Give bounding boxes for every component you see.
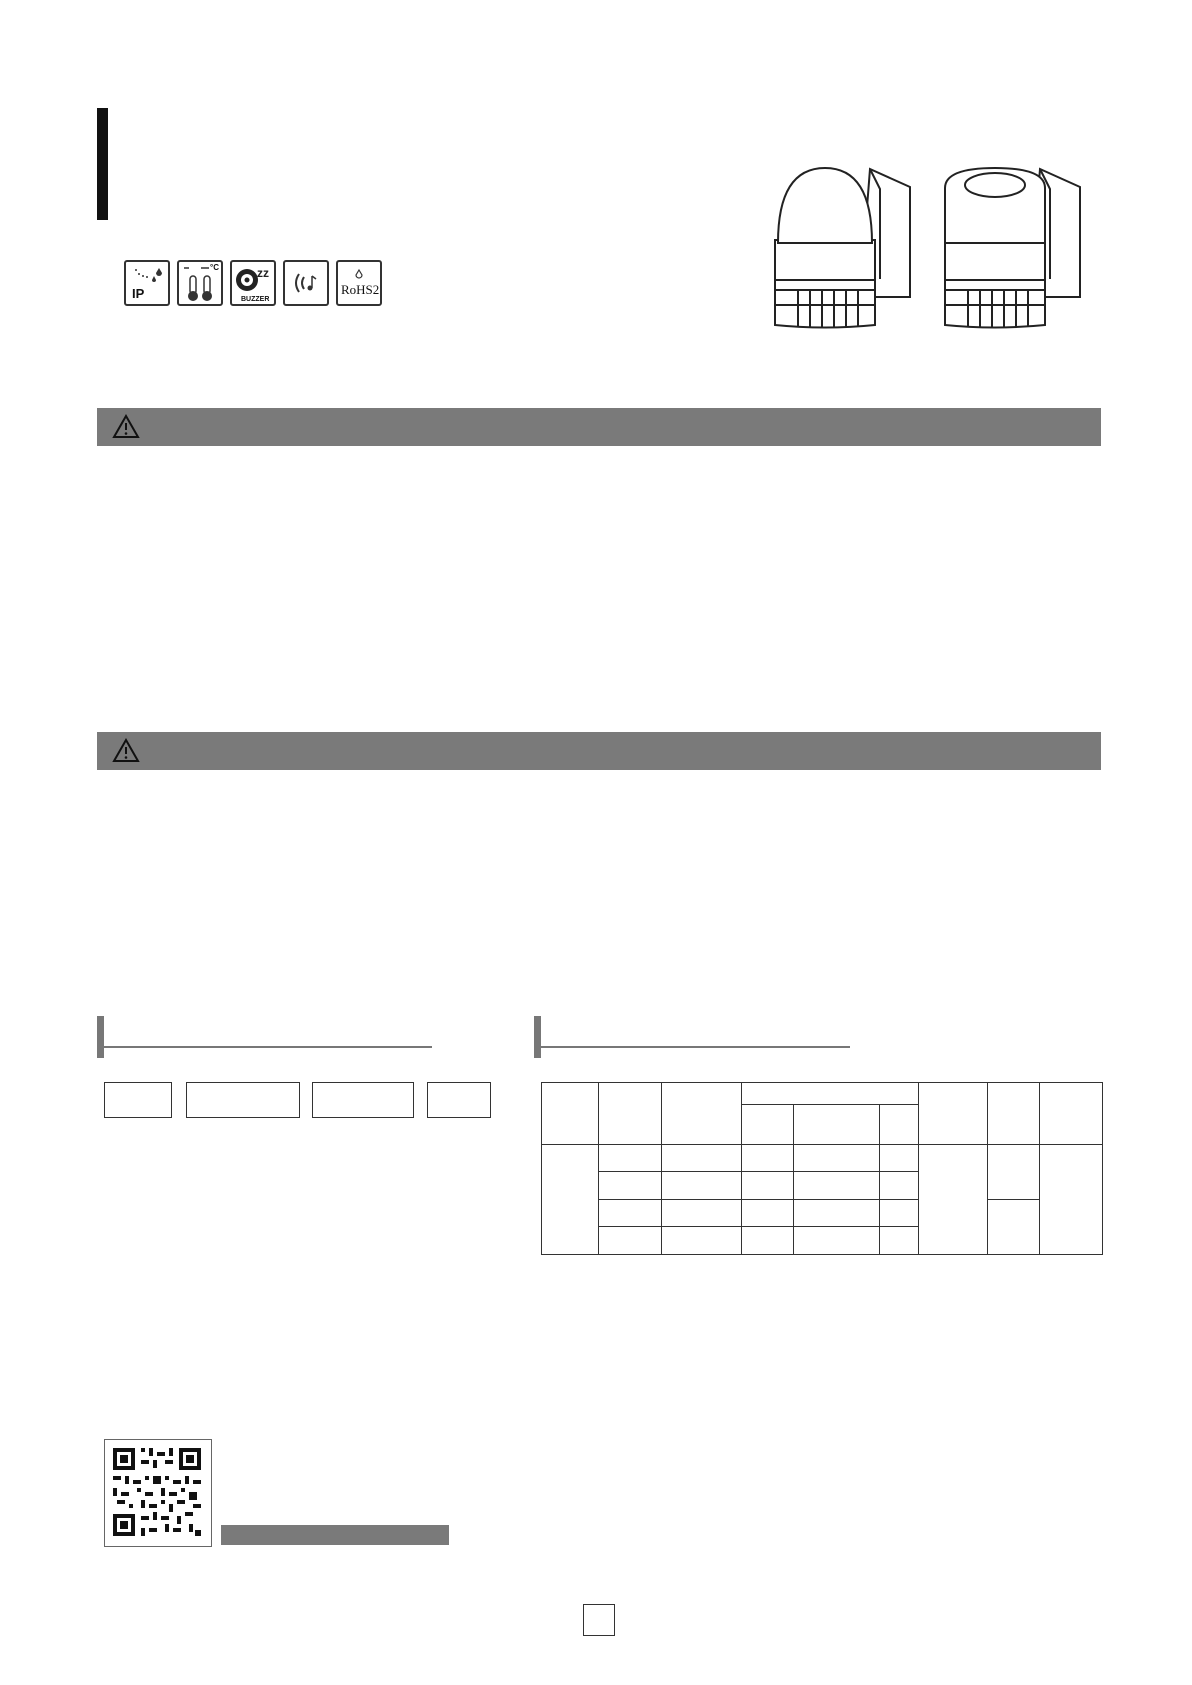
svg-text:zz: zz <box>257 266 269 280</box>
table-row <box>542 1145 1103 1172</box>
certification-icons <box>124 260 382 306</box>
warning-icon <box>112 414 140 439</box>
table-row <box>542 1200 1103 1227</box>
qr-code[interactable] <box>104 1439 212 1547</box>
table-cell <box>919 1083 988 1145</box>
temperature-icon <box>177 260 223 306</box>
table-cell <box>741 1083 919 1105</box>
caution-header-1 <box>97 408 1101 446</box>
buzzer-label: BUZZER <box>241 296 270 303</box>
ip-label: IP <box>132 286 145 301</box>
table-cell <box>741 1105 793 1145</box>
rohs-label: RoHS2 <box>341 282 380 297</box>
specifications-section-header <box>534 1016 850 1058</box>
caution-header-2 <box>97 732 1101 770</box>
title-accent-bar <box>97 108 108 220</box>
table-cell <box>919 1145 988 1255</box>
ordering-code-box <box>186 1082 300 1118</box>
ip-rating-icon <box>124 260 170 306</box>
table-cell <box>793 1105 880 1145</box>
table-cell <box>661 1083 741 1145</box>
ordering-code-box <box>104 1082 172 1118</box>
table-cell <box>542 1145 599 1255</box>
table-cell <box>880 1105 919 1145</box>
table-cell <box>988 1145 1040 1200</box>
temperature-unit-label: °C <box>210 263 219 272</box>
table-cell <box>988 1083 1040 1145</box>
sound-icon <box>283 260 329 306</box>
table-cell <box>598 1083 661 1145</box>
ordering-section-header <box>97 1016 432 1058</box>
product-illustration <box>770 155 1110 335</box>
qr-caption-bar <box>221 1525 449 1545</box>
rohs-icon <box>336 260 382 306</box>
page-number-box <box>583 1604 615 1636</box>
table-cell <box>1040 1145 1103 1255</box>
ordering-code-box <box>312 1082 414 1118</box>
warning-icon <box>112 738 140 763</box>
table-cell <box>988 1200 1040 1255</box>
specifications-table <box>541 1082 1103 1255</box>
buzzer-icon <box>230 260 276 306</box>
table-cell <box>542 1083 599 1145</box>
ordering-code-box <box>427 1082 491 1118</box>
table-cell <box>1040 1083 1103 1145</box>
